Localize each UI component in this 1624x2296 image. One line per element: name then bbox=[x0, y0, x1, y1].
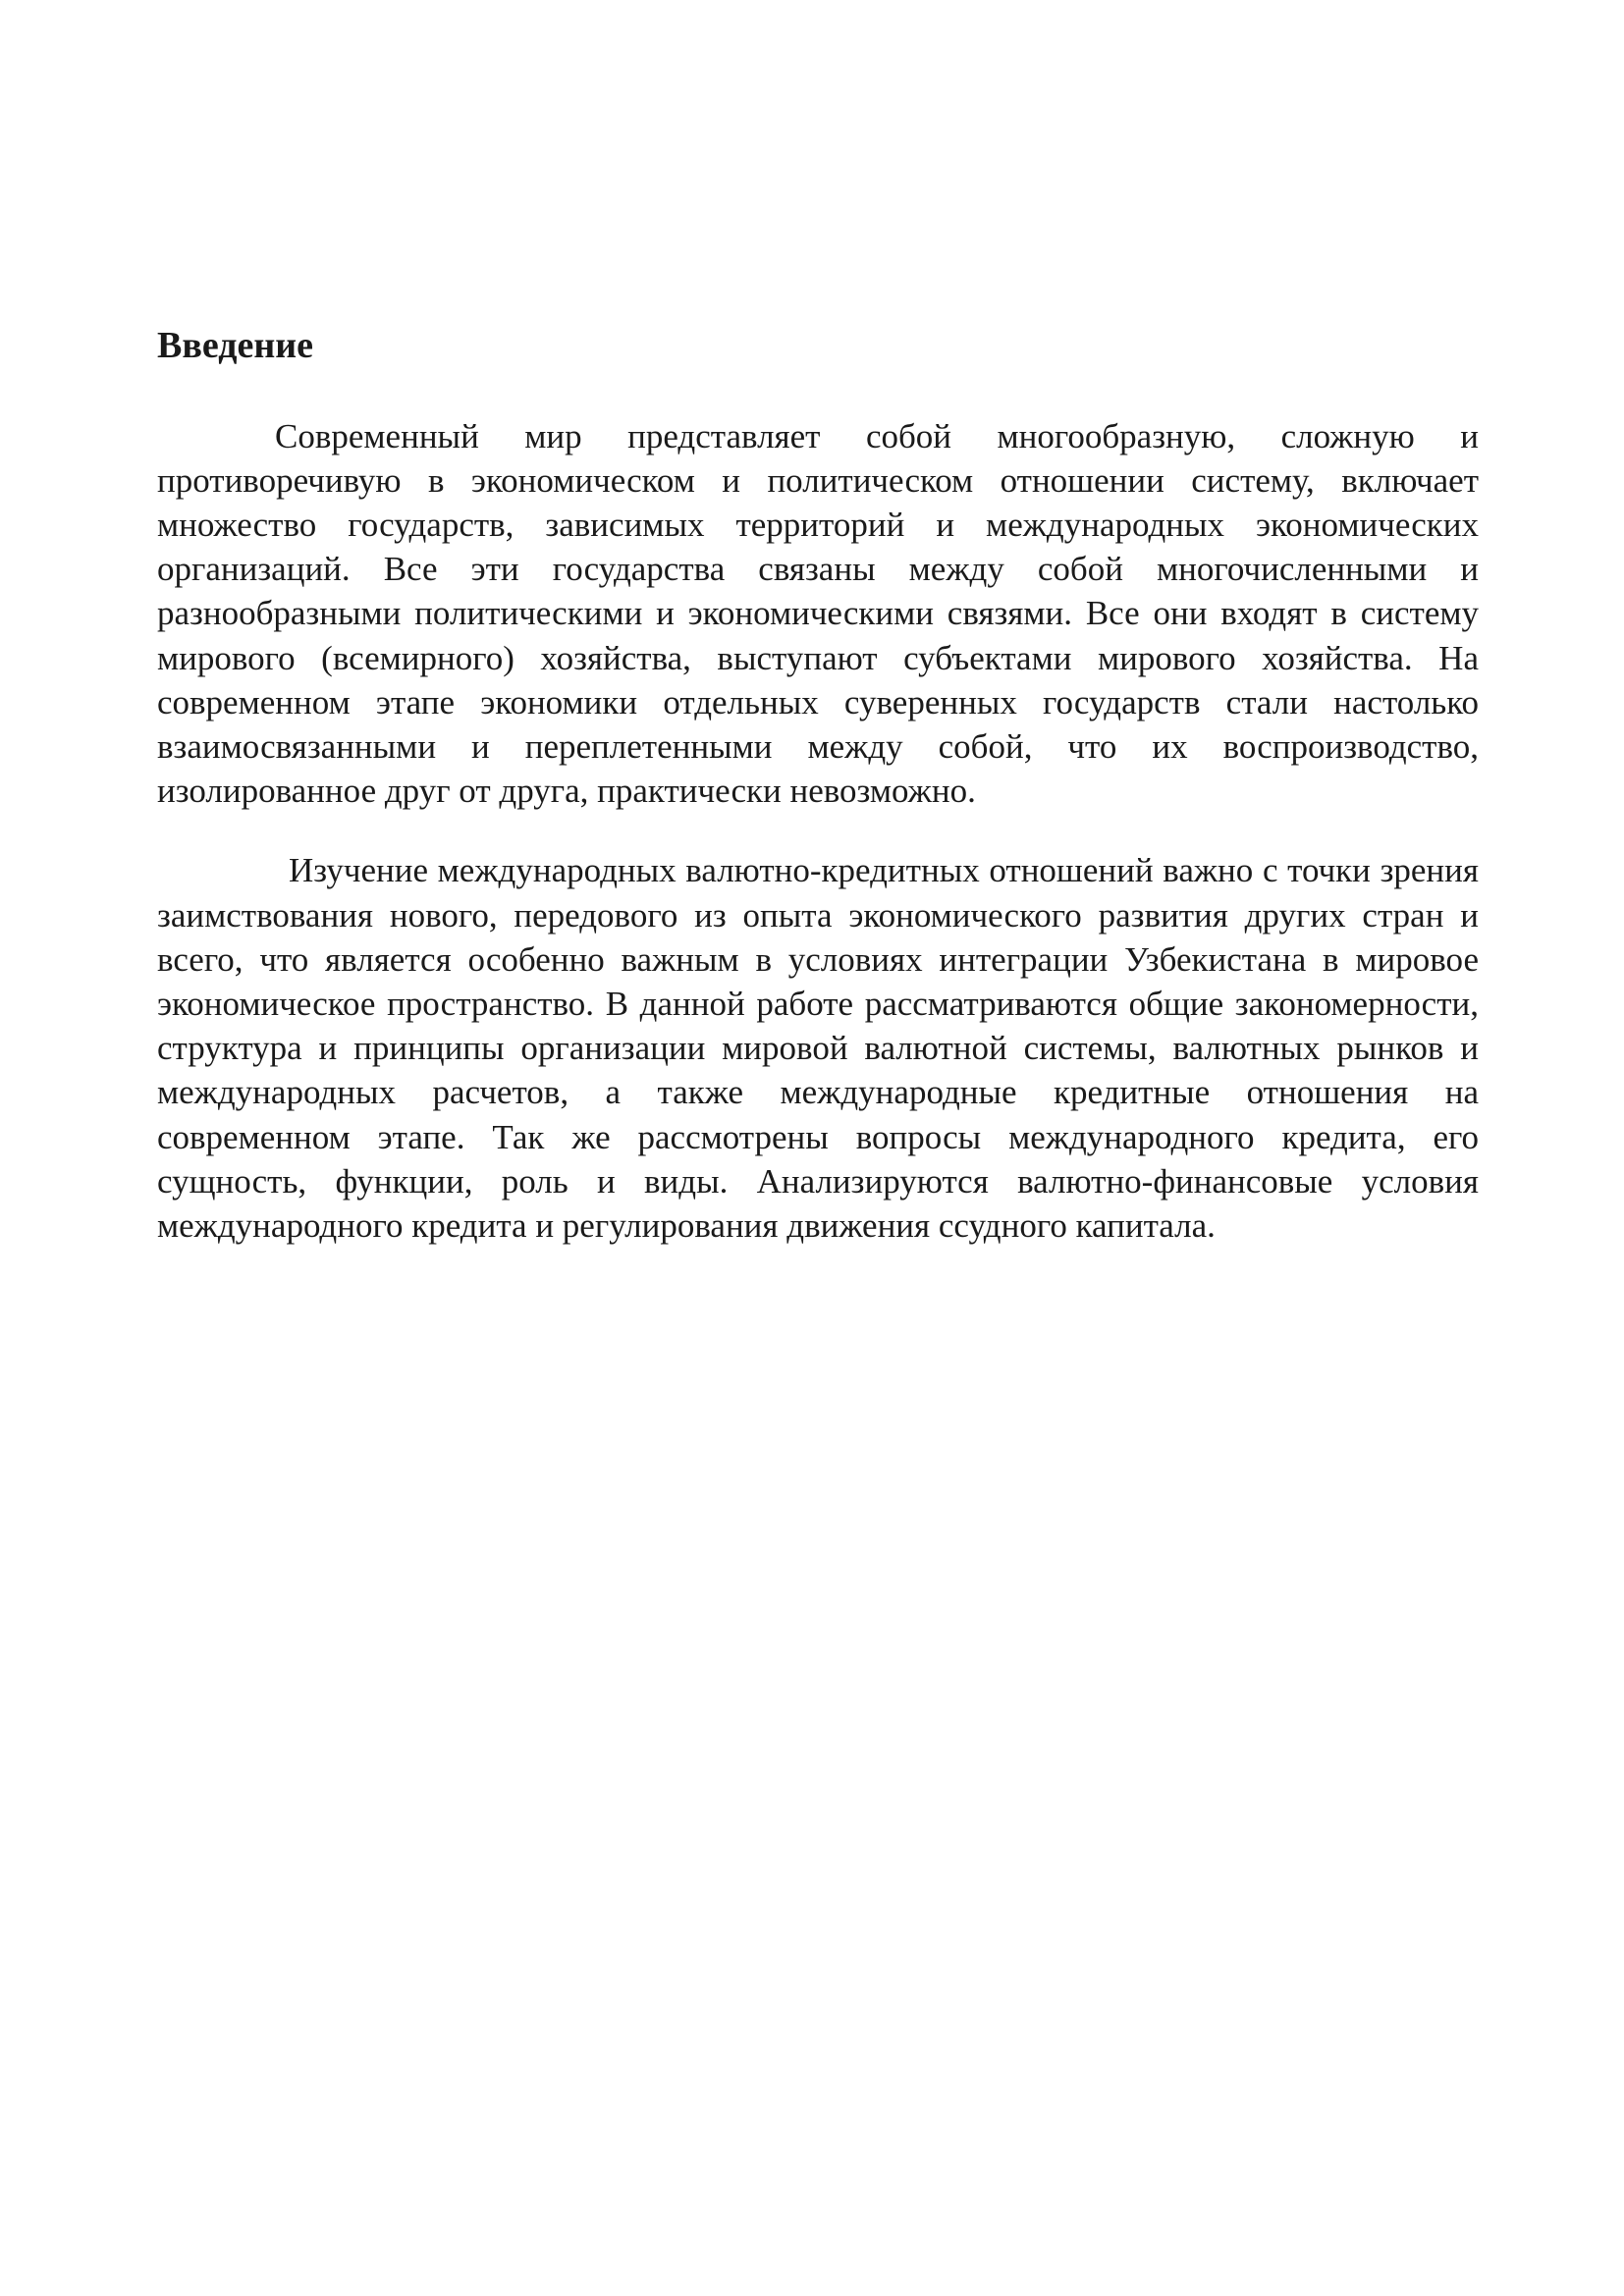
paragraph-2: Изучение международных валютно-кредитных отношений важно с точки зрения заимствования нового, передового из опыта экономического развития других стран и всего, что является особенно важным в условиях интеграции Узбекистана в мировое экономическое пространство. В данной работе рассматриваются общие закономерности, структура и принципы организации мировой валютной системы, валютных рынков и международных расчетов, а также международные кредитные отношения на современном этапе. Так же рассмотрены вопросы международного кредита, его сущность, функции, роль и виды. Анализируются валютно-финансовые условия международного кредита и регулирования движения ссудного капитала. bbox=[157, 851, 1479, 1246]
document-body bbox=[157, 324, 1479, 1248]
section-heading: Введение bbox=[157, 325, 313, 366]
paragraph-1: Современный мир представляет собой многообразную, сложную и противоречивую в экономическом и политическом отношении систему, включает множество государств, зависимых территорий и международных экономических организаций. Все эти государства связаны между собой многочисленными и разнообразными политическими и экономическими связями. Все они входят в систему мирового (всемирного) хозяйства, выступают субъектами мирового хозяйства. На современном этапе экономики отдельных суверенных государств стали настолько взаимосвязанными и переплетенными между собой, что их воспроизводство, изолированное друг от друга, практически невозможно. bbox=[157, 416, 1479, 811]
